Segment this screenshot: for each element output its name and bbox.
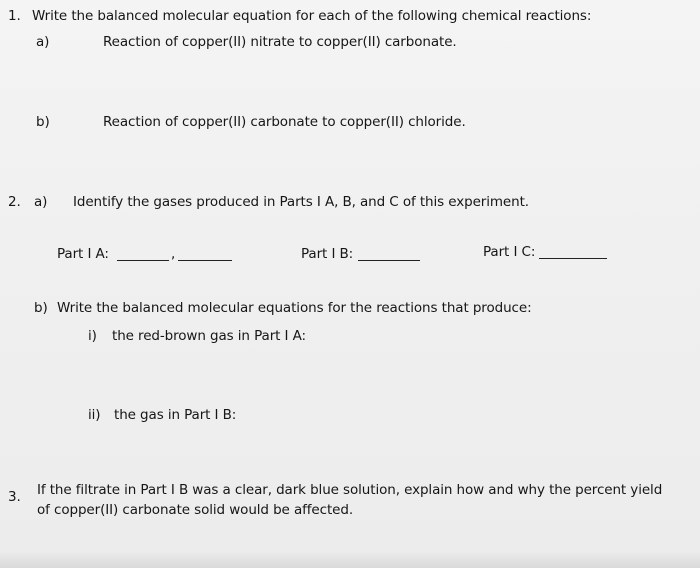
q3-line-1: If the filtrate in Part I B was a clear, dark blue solution, explain how and why the percent yield [37, 482, 663, 498]
q2b-ii-text: the gas in Part I B: [114, 407, 237, 423]
q1a-label: a) [36, 34, 50, 50]
part-ib-blank[interactable] [358, 260, 420, 261]
part-ic-blank[interactable] [539, 258, 607, 259]
q2a-text: Identify the gases produced in Parts I A, B, and C of this experiment. [73, 194, 529, 210]
q2b-i-label: i) [88, 328, 97, 344]
q2b-label: b) [34, 300, 48, 316]
q3-number: 3. [8, 489, 21, 505]
part-ia-blank-2[interactable] [178, 260, 232, 261]
q2b-ii-label: ii) [88, 407, 101, 423]
q2a-label: a) [34, 194, 48, 210]
page-bottom-shadow [0, 550, 700, 568]
q2b-text: Write the balanced molecular equations for the reactions that produce: [57, 300, 532, 316]
q3-line-2: of copper(II) carbonate solid would be affected. [37, 502, 354, 518]
q1-prompt: Write the balanced molecular equation for each of the following chemical reactions: [32, 8, 592, 24]
q1a-text: Reaction of copper(II) nitrate to copper(II) carbonate. [103, 34, 457, 50]
part-ic-label: Part I C: [483, 244, 536, 260]
part-ia-label: Part I A: [57, 246, 109, 262]
q1b-text: Reaction of copper(II) carbonate to copper(II) chloride. [103, 114, 466, 130]
part-ia-comma: , [171, 246, 176, 262]
q2b-i-text: the red-brown gas in Part I A: [112, 328, 306, 344]
q1-number: 1. [8, 8, 21, 24]
q2-number: 2. [8, 194, 21, 210]
part-ia-blank-1[interactable] [117, 260, 169, 261]
part-ib-label: Part I B: [301, 246, 354, 262]
q1b-label: b) [36, 114, 50, 130]
